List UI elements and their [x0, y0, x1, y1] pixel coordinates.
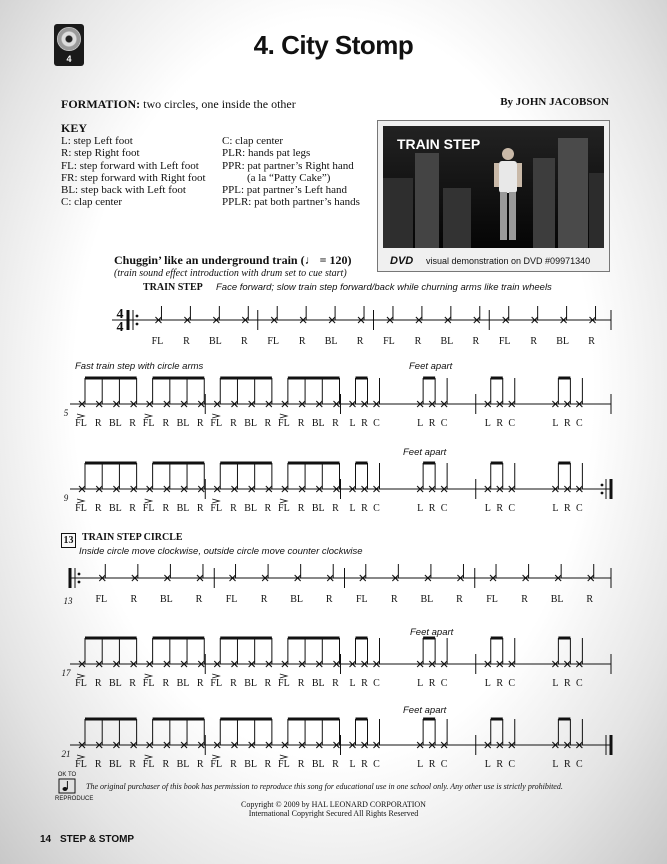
- step-label: FL: [75, 678, 87, 689]
- step-label: BL: [290, 594, 304, 605]
- copyright-line: Copyright © 2009 by HAL LEONARD CORPORATION: [241, 800, 426, 809]
- rehearsal-mark: 13: [61, 533, 76, 548]
- step-label: C: [440, 503, 448, 514]
- step-label: FL: [75, 503, 87, 514]
- step-label: L: [484, 503, 491, 514]
- tempo-value: = 120): [316, 253, 352, 267]
- formation-text: two circles, one inside the other: [140, 97, 296, 111]
- repeat-dot: [601, 484, 604, 487]
- step-label: R: [588, 336, 595, 347]
- step-label: C: [508, 503, 516, 514]
- step-label: C: [373, 503, 380, 514]
- step-label: R: [361, 678, 368, 689]
- copyright: [0, 800, 667, 818]
- fast-step-direction: Fast train step with circle arms: [75, 361, 204, 372]
- step-label: R: [94, 759, 102, 770]
- formation-label: FORMATION:: [61, 97, 141, 111]
- step-label: BL: [311, 678, 325, 689]
- step-label: FL: [95, 594, 108, 605]
- step-label: BL: [109, 418, 122, 429]
- section1-direction: Face forward; slow train step forward/back while churning arms like train wheels: [216, 282, 552, 293]
- step-label: BL: [244, 418, 258, 429]
- step-label: L: [417, 678, 424, 689]
- music-note-icon: [58, 778, 76, 794]
- step-label: R: [391, 594, 398, 605]
- key-item: C: clap center: [61, 196, 123, 209]
- step-label: R: [129, 418, 136, 429]
- step-label: FL: [355, 594, 368, 605]
- step-label: BL: [311, 759, 325, 770]
- step-label: R: [94, 418, 102, 429]
- step-label: BL: [324, 336, 338, 347]
- repeat-dot: [601, 492, 604, 495]
- step-label: R: [162, 503, 170, 514]
- step-label: R: [361, 759, 368, 770]
- step-label: FL: [383, 336, 395, 347]
- step-label: R: [264, 503, 272, 514]
- measure-number: 5: [63, 408, 69, 418]
- step-label: C: [508, 418, 516, 429]
- page-number: 14: [40, 834, 52, 845]
- step-label: R: [428, 678, 436, 689]
- step-label: R: [564, 678, 571, 689]
- step-label: BL: [244, 759, 258, 770]
- key-item: BL: step back with Left foot: [61, 184, 186, 197]
- step-label: FL: [486, 594, 498, 605]
- video-caption: visual demonstration on DVD #09971340: [426, 256, 591, 266]
- step-label: R: [414, 336, 422, 347]
- step-label: BL: [109, 678, 122, 689]
- step-label: FL: [278, 418, 290, 429]
- step-label: L: [484, 678, 491, 689]
- step-label: BL: [556, 336, 569, 347]
- dvd-logo: DVD: [390, 255, 414, 267]
- copyright-line: International Copyright Secured All Rights Reserved: [248, 809, 419, 818]
- step-label: R: [496, 503, 504, 514]
- step-label: FL: [142, 678, 155, 689]
- step-label: FL: [210, 759, 223, 770]
- step-label: FL: [142, 503, 155, 514]
- step-label: R: [456, 594, 463, 605]
- step-label: FL: [210, 503, 223, 514]
- step-label: R: [162, 678, 170, 689]
- step-label: L: [552, 678, 559, 689]
- step-label: L: [484, 759, 491, 770]
- step-label: R: [356, 336, 364, 347]
- step-label: L: [552, 759, 559, 770]
- step-label: R: [332, 503, 339, 514]
- feet-apart-label: Feet apart: [403, 705, 447, 716]
- step-label: BL: [244, 503, 258, 514]
- step-label: R: [195, 594, 203, 605]
- step-label: R: [297, 418, 305, 429]
- step-label: R: [332, 759, 339, 770]
- step-label: L: [552, 418, 559, 429]
- step-label: R: [94, 503, 102, 514]
- step-label: BL: [176, 418, 190, 429]
- key-item: PLR: hands pat legs: [222, 147, 311, 160]
- step-label: R: [586, 594, 594, 605]
- step-label: R: [361, 503, 368, 514]
- step-label: FL: [210, 418, 223, 429]
- step-label: R: [530, 336, 537, 347]
- step-label: C: [440, 678, 448, 689]
- step-label: FL: [267, 336, 280, 347]
- step-label: R: [264, 678, 272, 689]
- step-label: R: [428, 759, 436, 770]
- section1-title: TRAIN STEP: [143, 282, 203, 293]
- step-label: C: [508, 678, 516, 689]
- quarter-note-icon: ♩: [304, 253, 317, 267]
- key-item: R: step Right foot: [61, 147, 140, 160]
- step-label: BL: [160, 594, 173, 605]
- step-label: R: [264, 759, 272, 770]
- step-label: R: [298, 336, 306, 347]
- step-label: BL: [420, 594, 434, 605]
- step-label: FL: [278, 503, 290, 514]
- step-label: L: [349, 759, 356, 770]
- step-label: C: [373, 759, 380, 770]
- step-label: R: [162, 418, 170, 429]
- step-label: FL: [278, 759, 290, 770]
- key-item: PPLR: pat both partner’s hands: [222, 196, 360, 209]
- step-label: L: [349, 503, 356, 514]
- step-label: L: [484, 418, 491, 429]
- step-label: FL: [278, 678, 290, 689]
- step-label: FL: [151, 336, 164, 347]
- step-label: R: [428, 418, 436, 429]
- step-label: BL: [311, 418, 325, 429]
- step-label: BL: [440, 336, 454, 347]
- step-label: FL: [498, 336, 511, 347]
- step-label: C: [576, 418, 583, 429]
- step-label: R: [564, 503, 571, 514]
- step-label: R: [332, 418, 339, 429]
- step-label: FL: [225, 594, 238, 605]
- time-sig-bottom: 4: [116, 320, 124, 335]
- step-label: R: [129, 678, 136, 689]
- step-label: BL: [176, 503, 190, 514]
- step-label: FL: [210, 678, 223, 689]
- key-item: FL: step forward with Left foot: [61, 159, 199, 172]
- video-title: TRAIN STEP: [397, 136, 481, 152]
- step-label: C: [373, 418, 380, 429]
- step-label: L: [349, 678, 356, 689]
- feet-apart-label: Feet apart: [410, 627, 454, 638]
- track-number: 4: [66, 54, 72, 64]
- step-label: R: [162, 759, 170, 770]
- step-label: R: [264, 418, 272, 429]
- step-label: C: [576, 678, 583, 689]
- section2-title: TRAIN STEP CIRCLE: [82, 532, 183, 543]
- step-label: R: [260, 594, 268, 605]
- step-label: BL: [176, 678, 190, 689]
- step-label: R: [196, 759, 204, 770]
- step-label: R: [521, 594, 528, 605]
- step-label: R: [94, 678, 102, 689]
- step-label: R: [196, 678, 204, 689]
- step-label: BL: [244, 678, 258, 689]
- byline: By JOHN JACOBSON: [500, 96, 609, 108]
- step-label: R: [496, 418, 504, 429]
- step-label: C: [576, 759, 583, 770]
- step-label: R: [428, 503, 436, 514]
- step-label: R: [129, 503, 136, 514]
- repeat-dot: [136, 323, 139, 326]
- step-label: FL: [75, 418, 87, 429]
- intro-direction: (train sound effect introduction with drum set to cue start): [114, 268, 347, 279]
- song-title: 4. City Stomp: [253, 30, 414, 60]
- step-label: BL: [208, 336, 222, 347]
- step-label: C: [508, 759, 516, 770]
- step-label: R: [564, 418, 571, 429]
- key-item: C: clap center: [222, 135, 284, 147]
- step-label: C: [440, 759, 448, 770]
- step-label: R: [496, 678, 504, 689]
- step-label: L: [552, 503, 559, 514]
- step-label: R: [230, 678, 237, 689]
- repeat-dot: [78, 573, 81, 576]
- step-label: BL: [550, 594, 564, 605]
- step-label: R: [496, 759, 504, 770]
- step-label: R: [297, 678, 305, 689]
- key-item: FR: step forward with Right foot: [61, 171, 206, 184]
- key-item: L: step Left foot: [61, 135, 133, 147]
- step-label: C: [440, 418, 448, 429]
- key-title: KEY: [61, 121, 88, 135]
- ok-label-bottom: REPRODUCE: [55, 796, 94, 802]
- measure-number: 13: [63, 596, 73, 606]
- step-label: R: [196, 503, 204, 514]
- step-label: R: [564, 759, 571, 770]
- step-label: R: [240, 336, 248, 347]
- step-label: C: [576, 503, 583, 514]
- key-item: (a la “Patty Cake”): [247, 171, 331, 184]
- step-label: BL: [311, 503, 325, 514]
- step-label: L: [417, 418, 424, 429]
- measure-number: 9: [63, 493, 69, 503]
- step-label: R: [130, 594, 138, 605]
- step-label: R: [196, 418, 204, 429]
- step-label: FL: [142, 759, 155, 770]
- measure-number: 17: [61, 668, 71, 678]
- step-label: R: [332, 678, 339, 689]
- section2-direction: Inside circle move clockwise, outside circle move counter clockwise: [79, 546, 363, 557]
- step-label: BL: [109, 759, 122, 770]
- time-sig-top: 4: [116, 307, 124, 322]
- step-label: R: [230, 759, 237, 770]
- key-item: PPR: pat partner’s Right hand: [222, 159, 354, 172]
- step-label: R: [325, 594, 333, 605]
- key-item: PPL: pat partner’s Left hand: [222, 184, 348, 197]
- step-label: FL: [142, 418, 155, 429]
- step-label: C: [373, 678, 380, 689]
- step-label: R: [230, 418, 237, 429]
- measure-number: 21: [61, 749, 71, 759]
- feet-apart-label: Feet apart: [403, 447, 447, 458]
- step-label: BL: [109, 503, 122, 514]
- footer-title: STEP & STOMP: [60, 834, 135, 845]
- step-label: L: [349, 418, 356, 429]
- feet-apart-label: Feet apart: [409, 361, 453, 372]
- ok-label-top: OK TO: [57, 772, 77, 778]
- step-label: R: [183, 336, 190, 347]
- step-label: R: [129, 759, 136, 770]
- step-label: R: [297, 759, 305, 770]
- step-label: FL: [75, 759, 87, 770]
- repeat-dot: [136, 315, 139, 318]
- step-label: R: [472, 336, 480, 347]
- step-label: BL: [176, 759, 190, 770]
- repeat-dot: [78, 581, 81, 584]
- tempo-text: Chuggin’ like an underground train (: [114, 253, 305, 267]
- step-label: L: [417, 759, 424, 770]
- step-label: R: [361, 418, 368, 429]
- step-label: R: [230, 503, 237, 514]
- step-label: R: [297, 503, 305, 514]
- step-label: L: [417, 503, 424, 514]
- permission-text: The original purchaser of this book has permission to reproduce this song for educational use in one school only. Any other use is strictly prohibited.: [86, 782, 563, 791]
